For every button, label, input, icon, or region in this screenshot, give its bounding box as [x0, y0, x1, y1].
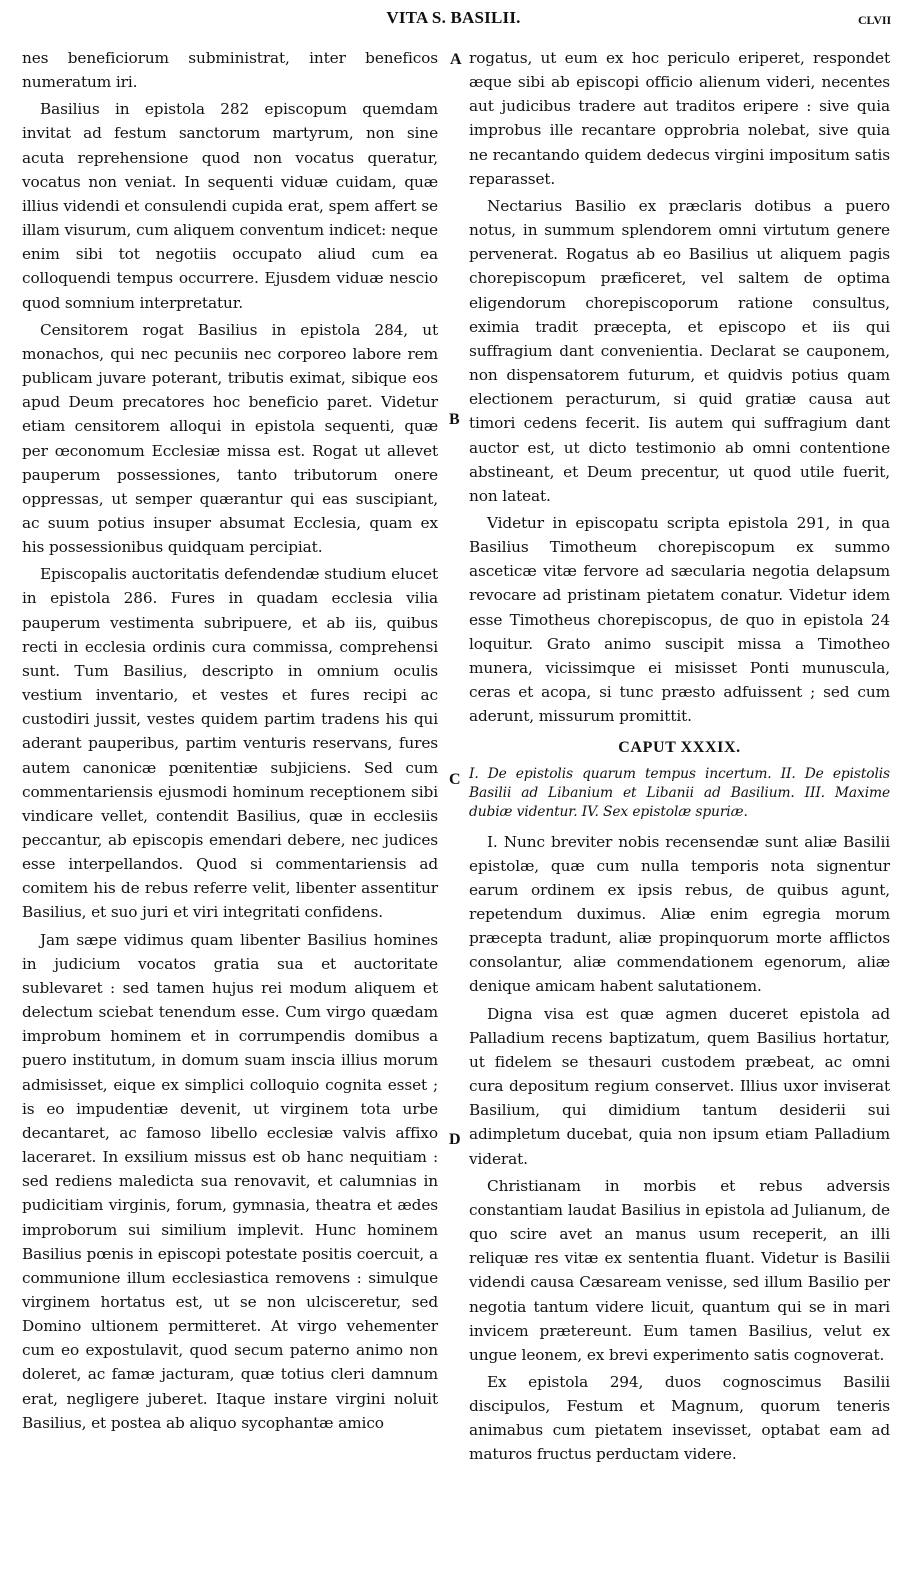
margin-mark-c: C [449, 771, 461, 788]
page-number: CLVII [858, 13, 891, 27]
paragraph: Episcopalis auctoritatis defendendæ studium elucet in epistola 286. Fures in quadam ecclesia vilia pauperum vestimenta subripuere, et ab iis, quibus recti in ecclesia ordinis cura commissa, comprehensi sunt. Tum Basilius, descripto in omnium oculis vestium inventario, et vestes et fures recipi ac custodiri jussit, vestes quidem partim tradens his qui aderant pauperibus, partim venturis reservans, fures autem canonicæ pœnitentiæ subjiciens. Sed cum commentariensis ejusmodi hominum receptionem sibi vindicare vellet, contendit Basilius, quæ in ecclesiis peccantur, ab episcopis emendari debere, nec judices esse interpellandos. Quod si commentariensis ad comitem his de rebus referre velit, libenter assentitur Basilius, et suo juri et viri integritati confidens. [22, 565, 438, 922]
paragraph: Ex epistola 294, duos cognoscimus Basilii discipulos, Festum et Magnum, quorum teneris animabus cum pietatem insevisset, optabat eam ad maturos fructus perductam videre. [469, 1372, 890, 1464]
margin-mark-d: D [449, 1131, 461, 1148]
running-title: VITA S. BASILII. [386, 8, 521, 27]
right-column [469, 46, 890, 1470]
left-column [22, 46, 438, 1438]
paragraph: Basilius in epistola 282 episcopum quemdam invitat ad festum sanctorum martyrum, non sine acuta reprehensione quod non vocatus queratur, vocatus non veniat. In sequenti viduæ cuidam, quæ illius videndi et consulendi cupida erat, spem affert se illam visurum, cum aliquem conventum indicet: neque enim sibi tot negotiis occupato aliud cum ea colloquendi tempus occurrere. Ejusdem viduæ nescio quod somnium interpretatur. [22, 100, 438, 312]
paragraph: Digna visa est quæ agmen duceret epistola ad Palladium recens baptizatum, quem Basilius hortatur, ut fidelem se thesauri custodem præbeat, ac omni cura depositum regium conservet. Illius uxor inviserat Basilium, qui dimidium tantum desiderii sui adimpletum ducebat, quia non ipsum etiam Palladium viderat. [469, 1004, 890, 1168]
margin-mark-a: A [450, 51, 462, 68]
paragraph: Nectarius Basilio ex præclaris dotibus a puero notus, in summum splendorem omni virtutum genere pervenerat. Rogatus ab eo Basilius ut aliquem pagis chorepiscopum præficeret, vel saltem de optima eligendorum chorepiscoporum ratione consultus, eximia tradit præcepta, et episcopo et iis qui suffragium dant convenientia. Declarat se cauponem, non dispensatorem futurum, et quidvis potius quam electionem peracturum, si quid gratiæ causa aut timori cedens fecerit. Iis autem qui suffragium dant auctor est, ut dicto testimonio ab omni contentione abstineant, et Deum precentur, ut quod utile fuerit, non lateat. [469, 196, 890, 505]
chapter-heading: CAPUT XXXIX. [618, 739, 741, 757]
paragraph: Videtur in episcopatu scripta epistola 291, in qua Basilius Timotheum chorepiscopum ex summo asceticæ vitæ fervore ad sæcularia negotia delapsum revocare ad pristinam pietatem conatur. Videtur idem esse Timotheus chorepiscopus, de quo in epistola 24 loquitur. Grato animo suscipit missa a Timotheo munera, vicissimque ei misisset Ponti munuscula, ceras et acopa, si tunc præsto adfuissent ; sed cum aderunt, missurum promittit. [469, 513, 890, 726]
chapter-summary: I. De epistolis quarum tempus incertum. II. De epistolis Basilii ad Libanium et Libanii ad Basilium. III. Maxime dubiæ videntur. IV. Sex epistolæ spuriæ. [469, 765, 890, 820]
margin-mark-b: B [449, 411, 460, 428]
paragraph: nes beneficiorum subministrat, inter beneficos numeratum iri. [22, 49, 438, 92]
paragraph: Jam sæpe vidimus quam libenter Basilius homines in judicium vocatos gratia sua et auctoritate sublevaret : sed tamen hujus rei modum aliquem et delectum sciebat tenendum esse. Cum virgo quædam improbum hominem et in corrumpendis domibus a puero institutum, in domum suam inscia illius morum admisisset, eique ex simplici colloquio cognita esset ; is eo impudentiæ devenit, ut virginem tota urbe decantaret, ac famoso libello ecclesiæ valvis affixo laceraret. In exsilium missus est ob hanc nequitiam : sed rediens maledicta sua renovavit, et calumnias in pudicitiam virginis, forum, gymnasia, theatra et ædes improborum sui similium implevit. Hunc hominem Basilius pœnis in episcopi potestate positis coercuit, a communione illum ecclesiastica removens : simulque virginem hortatus est, ut se non ulcisceretur, sed Domino ultionem permitteret. At virgo vehementer cum eo expostulavit, quod secum paterno animo non doleret, ac famæ jacturam, quæ totius cleri damnum erat, negligere juberet. Itaque instare virgini noluit Basilius, et postea ab aliquo sycophantæ amico [22, 930, 438, 1432]
paragraph: rogatus, ut eum ex hoc periculo eriperet, respondet æque sibi ab episcopi officio alienum videri, necentes aut judicibus tradere aut traditos eripere : sive quia improbus ille recantare opprobria nolebat, sive quia ne recantando quidem dedecus virgini impositum satis reparasset. [469, 49, 890, 188]
paragraph: Censitorem rogat Basilius in epistola 284, ut monachos, qui nec pecuniis nec corporeo labore rem publicam juvare poterant, tributis eximat, sibique eos apud Deum precatores hoc beneficio paret. Videtur etiam censitorem alloqui in epistola sequenti, quæ per œconomum Ecclesiæ missa est. Rogat ut allevet pauperum possessiones, tanto tributorum onere oppressas, ut semper quærantur qui eas suscipiant, ac suum potius insuper absumat Ecclesia, quam ex his possessionibus quidquam percipiat. [22, 320, 438, 557]
paragraph: Christianam in morbis et rebus adversis constantiam laudat Basilius in epistola ad Julianum, de quo scire avet an manus usum receperit, an illi reliquæ res vitæ ex sententia fluant. Videtur is Basilii videndi causa Cæsaream venisse, sed illum Basilio per negotia tantum videre licuit, quantum qui se in mari invicem prætereunt. Eum tamen Basilius, velut ex ungue leonem, ex brevi experimento satis cognoverat. [469, 1176, 890, 1364]
paragraph: I. Nunc breviter nobis recensendæ sunt aliæ Basilii epistolæ, quæ cum nulla temporis nota signentur earum ordinem ex ipsis rebus, de quibus agunt, repetendum duximus. Aliæ enim egregia morum præcepta tradunt, aliæ propinquorum morte afflictos consolantur, aliæ commendationem egenorum, aliæ denique amicam habent salutationem. [469, 832, 890, 996]
